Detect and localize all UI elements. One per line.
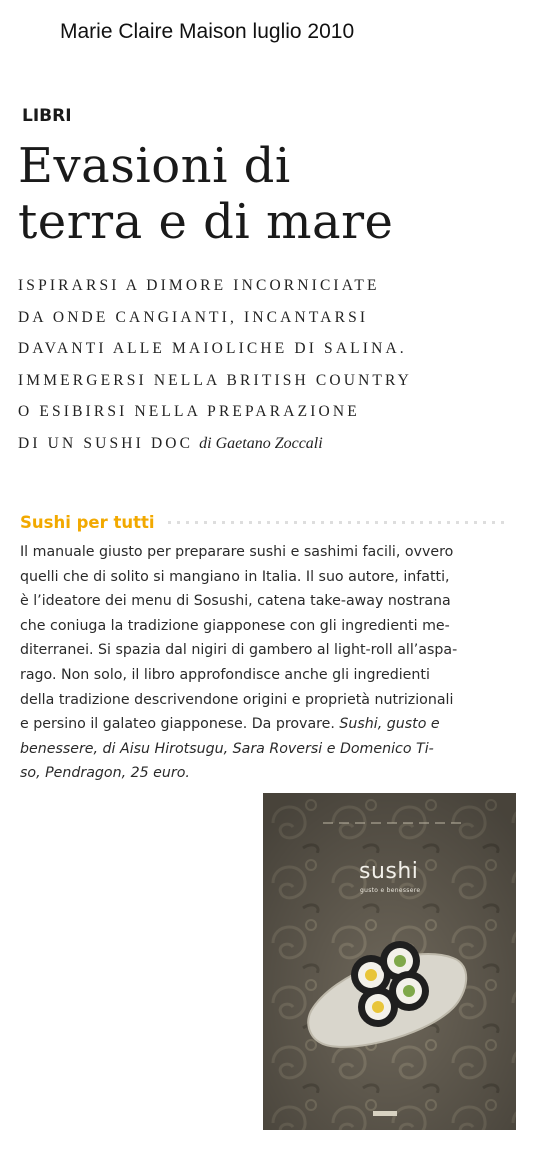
review-body xyxy=(20,540,510,786)
body-line: della tradizione descrivendone origini e proprietà nutrizionali xyxy=(20,691,454,708)
title-line-1: Evasioni di xyxy=(18,138,291,194)
deck-line: IMMERGERSI NELLA BRITISH COUNTRY xyxy=(18,371,413,389)
body-line: è l’ideatore dei menu di Sosushi, catena take-away nostrana xyxy=(20,593,451,610)
source-caption: Marie Claire Maison luglio 2010 xyxy=(60,20,355,43)
deck-line-last xyxy=(18,428,548,460)
body-line: diterranei. Si spazia dal nigiri di gambero al light-roll all’aspa- xyxy=(20,642,458,659)
cover-subtitle: gusto e benessere xyxy=(360,887,421,894)
body-line: che coniuga la tradizione giapponese con gli ingredienti me- xyxy=(20,617,450,634)
book-credit-start: Sushi, gusto e xyxy=(339,716,440,733)
title-line-2: terra e di mare xyxy=(18,194,394,250)
body-line-mixed xyxy=(20,712,510,737)
book-cover-image xyxy=(263,793,516,1130)
show-through-text xyxy=(168,521,508,524)
book-credit-line: so, Pendragon, 25 euro. xyxy=(20,765,190,782)
cover-title: sushi xyxy=(359,859,419,884)
body-line: Il manuale giusto per preparare sushi e sashimi facili, ovvero xyxy=(20,544,454,560)
article-deck xyxy=(18,270,548,460)
deck-line-6: DI UN SUSHI DOC xyxy=(18,434,194,452)
body-line: rago. Non solo, il libro approfondisce anche gli ingredienti xyxy=(20,666,430,683)
byline: di Gaetano Zoccali xyxy=(199,434,323,452)
body-line: quelli che di solito si mangiano in Italia. Il suo autore, infatti, xyxy=(20,568,450,585)
deck-line: DA ONDE CANGIANTI, INCANTARSI xyxy=(18,308,369,326)
book-credit-line: benessere, di Aisu Hirotsugu, Sara Roversi e Domenico Ti- xyxy=(20,740,434,757)
deck-line: O ESIBIRSI NELLA PREPARAZIONE xyxy=(18,403,360,421)
article-title xyxy=(18,138,538,250)
deck-line: DAVANTI ALLE MAIOLICHE DI SALINA. xyxy=(18,340,407,358)
body-line-8-plain: e persino il galateo giapponese. Da provare. xyxy=(20,716,340,733)
deck-line: ISPIRARSI A DIMORE INCORNICIATE xyxy=(18,277,380,294)
book-cover-illustration xyxy=(263,793,516,1130)
review-rubric: Sushi per tutti xyxy=(20,513,155,532)
section-label: LIBRI xyxy=(22,106,72,126)
